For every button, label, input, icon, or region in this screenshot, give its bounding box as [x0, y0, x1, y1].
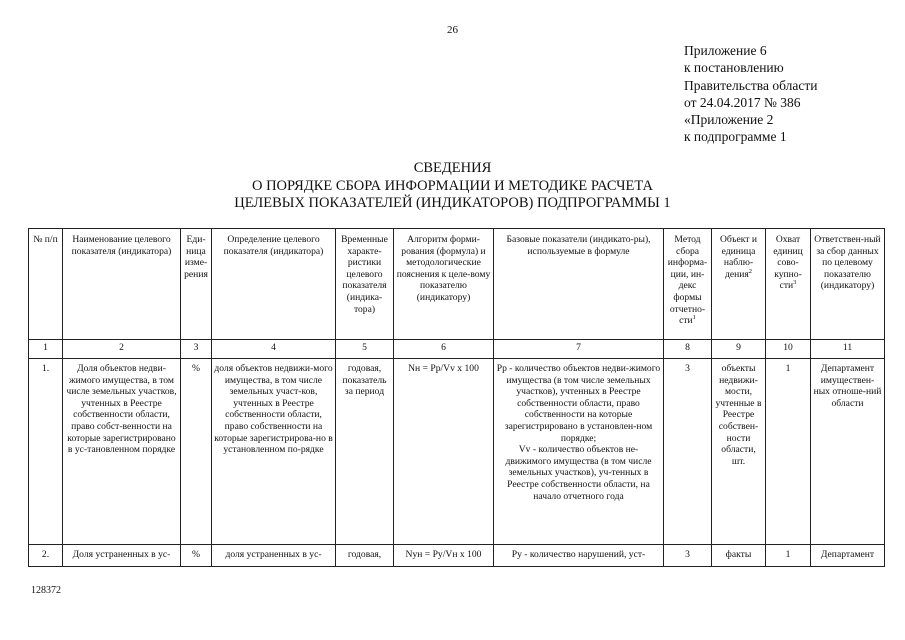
appendix-line: «Приложение 2 [684, 112, 774, 128]
column-number: 11 [811, 340, 885, 359]
table-header-row [29, 229, 885, 340]
unit: % [181, 359, 212, 545]
document-code: 128372 [31, 585, 61, 596]
indicator-definition: доля устраненных в ус- [212, 545, 336, 567]
indicators-table [28, 228, 885, 567]
column-number: 10 [766, 340, 811, 359]
coverage: 1 [766, 359, 811, 545]
column-number: 3 [181, 340, 212, 359]
title-line: О ПОРЯДКЕ СБОРА ИНФОРМАЦИИ И МЕТОДИКЕ РАСЧЕТА [251, 177, 654, 194]
column-number-row [29, 340, 885, 359]
formula: Nн = Рр/Vv x 100 [394, 359, 494, 545]
column-number: 7 [494, 340, 664, 359]
footnote-mark: 2 [748, 267, 753, 275]
base-indicators: Рр - количество объектов недви-жимого имущества (в том числе земельных участков), учтенных в Реестре собственности области, право собственности на которые зарегистрировано в установлен-ном порядке; Vv - количество объектов не-движимого имущества (в том числе земельных участков), уч-тенных в Реестре собственности области, на начало отчетного года [494, 359, 664, 545]
footnote-mark: 3 [793, 279, 797, 287]
indicator-name: Доля объектов недви-жимого имущества, в том числе земельных участков, учтенных в Реестре собственности области, право собст-венности на которые зарегистрировано в ус-тановленном порядке [63, 359, 181, 545]
table-row [29, 545, 885, 567]
collection-method: 3 [664, 359, 712, 545]
appendix-line: к постановлению [684, 60, 784, 76]
appendix-line: Правительства области [684, 77, 818, 93]
time-characteristics: годовая, показатель за период [336, 359, 394, 545]
header-cell-time: Временные характе-ристики целевого показателя (индика-тора) [336, 229, 394, 340]
observation-object: факты [712, 545, 766, 567]
header-cell-coverage [766, 229, 811, 340]
column-number: 4 [212, 340, 336, 359]
header-cell-num: № п/п [29, 229, 63, 340]
column-number: 2 [63, 340, 181, 359]
appendix-line: Приложение 6 [684, 43, 767, 58]
header-cell-method [664, 229, 712, 340]
footnote-mark: 1 [692, 313, 696, 321]
appendix-header [684, 42, 817, 146]
column-number: 8 [664, 340, 712, 359]
header-text: Объект и единица наблю-дения [719, 234, 758, 280]
header-text: Охват единиц сово-купно-сти [773, 234, 803, 292]
header-cell-object [712, 229, 766, 340]
row-number: 2. [29, 545, 63, 567]
column-number: 6 [394, 340, 494, 359]
title-line: СВЕДЕНИЯ [413, 160, 492, 176]
header-text: Метод сбора информа-ции, ин-декс формы отчетно-сти [667, 234, 708, 327]
column-number: 5 [336, 340, 394, 359]
title-line: ЦЕЛЕВЫХ ПОКАЗАТЕЛЕЙ (ИНДИКАТОРОВ) ПОДПРОГРАММЫ 1 [234, 195, 671, 211]
collection-method: 3 [664, 545, 712, 567]
header-cell-definition: Определение целевого показателя (индикатора) [212, 229, 336, 340]
header-cell-base: Базовые показатели (индикато-ры), используемые в формуле [494, 229, 664, 340]
header-cell-responsible: Ответствен-ный за сбор данных по целевому показателю (индикатору) [811, 229, 885, 340]
page-number: 26 [447, 24, 458, 36]
indicator-name: Доля устраненных в ус- [63, 545, 181, 567]
header-cell-unit: Еди-ница изме-рения [181, 229, 212, 340]
observation-object: объекты недвижи-мости, учтенные в Реестре собствен-ности области, шт. [712, 359, 766, 545]
base-indicators: Ру - количество нарушений, уст- [494, 545, 664, 567]
table-row [29, 359, 885, 545]
column-number: 9 [712, 340, 766, 359]
header-cell-name: Наименование целевого показателя (индикатора) [63, 229, 181, 340]
header-cell-formula: Алгоритм форми-рования (формула) и методологические пояснения к целе-вому показателю (индикатору) [394, 229, 494, 340]
unit: % [181, 545, 212, 567]
time-characteristics: годовая, [336, 545, 394, 567]
indicator-definition: доля объектов недвижи-мого имущества, в том числе земельных участ-ков, учтенных в Реестре собственности области, право собственности на которые зарегистрирова-но в установленном по-рядке [212, 359, 336, 545]
appendix-line: к подпрограмме 1 [684, 129, 787, 145]
column-number: 1 [29, 340, 63, 359]
row-number: 1. [29, 359, 63, 545]
document-title [0, 160, 905, 213]
responsible-party: Департамент имуществен-ных отноше-ний области [811, 359, 885, 545]
formula: Nун = Ру/Vн x 100 [394, 545, 494, 567]
coverage: 1 [766, 545, 811, 567]
responsible-party: Департамент [811, 545, 885, 567]
appendix-line: от 24.04.2017 № 386 [684, 94, 801, 110]
